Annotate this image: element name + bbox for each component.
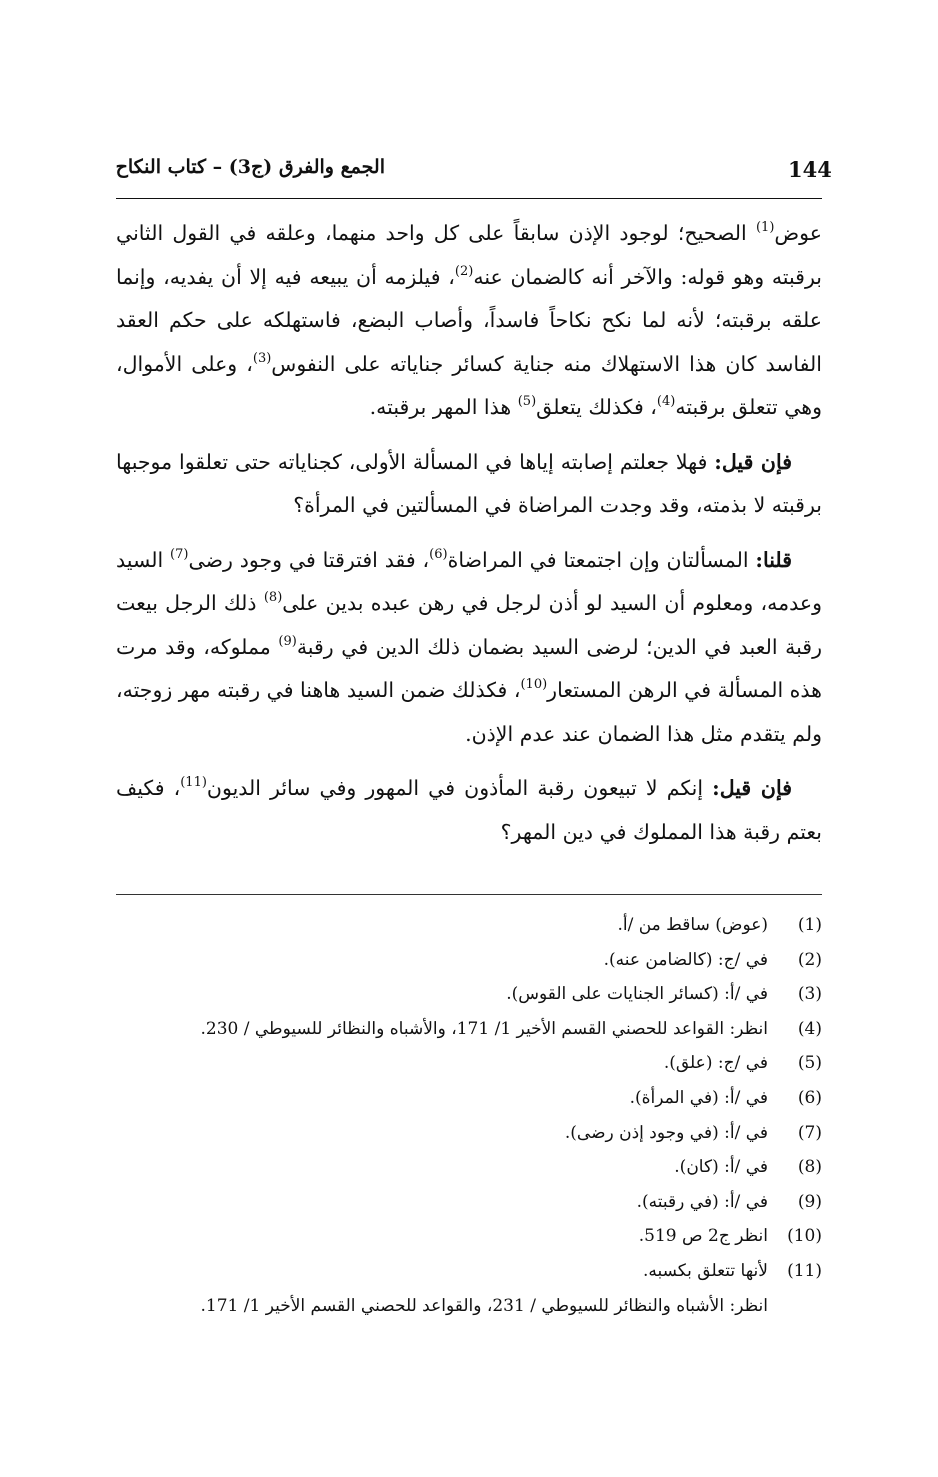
footnote-text: انظر: القواعد للحصني القسم الأخير 1/ 171، والأشباه والنظائر للسيوطي / 230. [200, 1018, 768, 1039]
text-span: ، فقد افترقتا في وجود رضى [188, 547, 430, 572]
footnote-ref: (1) [755, 220, 775, 235]
footnote-ref: (8) [263, 590, 283, 605]
text-span: ، فيلزمه أن يبيعه فيه إلا أن يفديه، وإنما علقه برقبته؛ لأنه لما نكح نكاحاً فاسداً، وأصاب البضع، فاستهلكه على حكم العقد الفاسد كان هذا الاستهلاك منه جناية كسائر جناياته على النفوس [116, 264, 822, 376]
footnote-item [116, 977, 822, 1012]
paragraph-1 [116, 212, 822, 430]
footnote-number: (11) [787, 1260, 822, 1281]
text-span: إنكم لا تبيعون رقبة المأذون في المهور وفي سائر الديون [206, 776, 713, 800]
footnote-ref: (5) [517, 394, 537, 409]
footnote-text: في /أ: (في وجود إذن رضى). [564, 1122, 768, 1143]
footnote-text: في /أ: (كسائر الجنايات على القوس). [506, 984, 768, 1005]
footnote-number: (6) [797, 1087, 822, 1108]
footnote-item [116, 1046, 822, 1081]
lead-phrase: فإن قيل: [714, 449, 792, 474]
footnote-number: (9) [797, 1191, 822, 1212]
text-span: هذا المهر برقبته. [369, 395, 518, 419]
footnote-item [116, 1254, 822, 1289]
footnote-text: (عوض) ساقط من /أ. [617, 915, 768, 935]
text-span: الصحيح؛ لوجود الإذن سابقاً على كل واحد منهما، وعلقه في القول الثاني برقبته وهو قوله: والآخر أنه كالضمان عنه [116, 221, 822, 289]
footnote-ref: (9) [278, 633, 297, 649]
footnote-ref: (6) [429, 546, 448, 562]
text-span: عوض [774, 221, 822, 245]
footnote-ref: (4) [656, 394, 676, 409]
text-span: فهلا جعلتم إصابته إياها في المسألة الأولى، كجناياته حتى تعلقوا موجبها برقبته لا بذمته، وقد وجدت المراضاة في المسألتين في المرأة؟ [116, 449, 822, 517]
footnote-item [116, 908, 822, 943]
footnote-ref: (10) [520, 677, 548, 692]
footnote-item [116, 1185, 822, 1220]
footnote-number: (4) [797, 1018, 822, 1039]
footnote-item [116, 1012, 822, 1047]
text-span: ، فكيف بعتم رقبة هذا المملوك في دين المهر؟ [116, 776, 822, 844]
footnote-item [116, 943, 822, 978]
footnote-text: انظر ج2 ص 519. [638, 1226, 768, 1247]
running-title: الجمع والفرق (ج3) – كتاب النكاح [115, 156, 385, 178]
footnote-number: (8) [797, 1157, 822, 1178]
lead-phrase: فإن قيل: [712, 776, 792, 800]
footnote-item [116, 1116, 822, 1151]
text-span: المسألتان وإن اجتمعتا في المراضاة [447, 547, 756, 572]
paragraph-4 [116, 767, 822, 854]
footnote-text: في /أ: (كان). [674, 1157, 768, 1178]
text-span: ، وعلى الأموال، وهي تتعلق برقبته [116, 351, 822, 419]
footnote-ref: (3) [252, 350, 272, 366]
footnote-number: (3) [797, 984, 822, 1005]
text-span: ذلك الرجل بيعت رقبة العبد في الدين؛ لرضى السيد بضمان ذلك الدين في رقبة [116, 591, 822, 659]
body-text [116, 212, 822, 865]
footnote-ref: (11) [180, 775, 207, 790]
text-span: السيد وعدمه، ومعلوم أن السيد لو أذن لرجل في رهن عبده بدين على [116, 547, 823, 615]
footnote-rule [116, 894, 822, 895]
footnote-item [116, 1150, 822, 1185]
footnote-continuation [116, 1289, 822, 1324]
footnote-number: (1) [797, 915, 822, 935]
footnote-number: (5) [797, 1053, 822, 1074]
footnote-item [116, 1219, 822, 1254]
footnotes-list [116, 908, 822, 1323]
footnote-text: لأنها تتعلق بكسبه. [642, 1260, 768, 1281]
footnote-ref: (7) [170, 546, 189, 562]
text-span: مملوكه، وقد مرت هذه المسألة في الرهن المستعار [116, 634, 822, 702]
text-span: ، فكذلك ضمن السيد هاهنا في رقبته مهر زوجته، ولم يتقدم مثل هذا الضمان عند عدم الإذن. [116, 678, 822, 746]
footnote-text: في /ج: (علق). [663, 1053, 768, 1074]
footnote-ref: (2) [454, 263, 474, 279]
lead-phrase: قلنا: [755, 547, 792, 572]
footnote-text: في /أ: (في المرأة). [629, 1087, 768, 1108]
footnote-text: في /أ: (في رقبته). [636, 1191, 768, 1212]
footnote-number: (10) [787, 1226, 822, 1247]
page-number: 144 [788, 157, 832, 182]
footnote-number: (2) [797, 949, 822, 970]
text-span: ، فكذلك يتعلق [536, 395, 657, 419]
footnote-item [116, 1081, 822, 1116]
footnote-text: في /ج: (كالضامن عنه). [603, 949, 768, 970]
footnote-continuation-text: انظر: الأشباه والنظائر للسيوطي / 231، والقواعد للحصني القسم الأخير 1/ 171. [200, 1295, 768, 1316]
header-rule [116, 198, 822, 199]
paragraph-3 [116, 539, 822, 757]
paragraph-2 [116, 441, 822, 528]
footnote-number: (7) [797, 1122, 822, 1143]
